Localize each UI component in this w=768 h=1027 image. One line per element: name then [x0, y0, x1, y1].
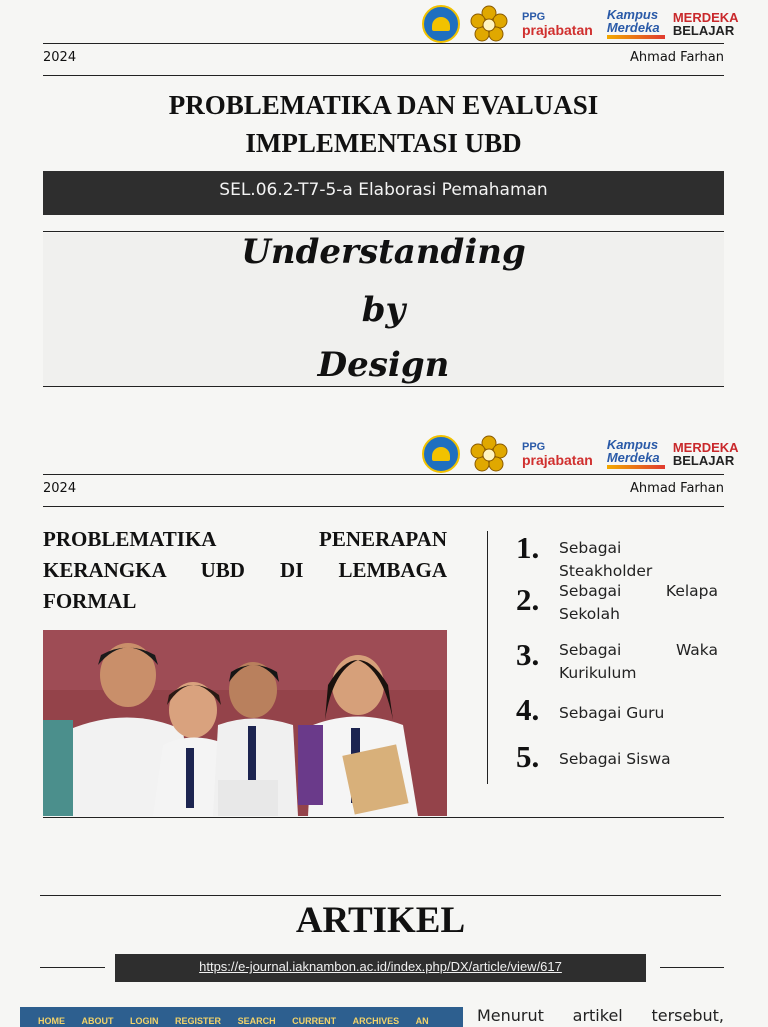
list-item-3: Sebagai Waka Kurikulum: [559, 641, 718, 682]
tut-wuri-handayani-icon: [422, 435, 460, 473]
divider: [43, 75, 724, 76]
nav-about[interactable]: ABOUT: [81, 1016, 114, 1026]
article-link[interactable]: https://e-journal.iaknambon.ac.id/index.php/DX/article/view/617: [199, 959, 562, 974]
nav-current[interactable]: CURRENT: [292, 1016, 337, 1026]
article-link-bar: [115, 954, 646, 982]
nav-search[interactable]: SEARCH: [237, 1016, 276, 1026]
divider: [43, 506, 724, 507]
flower-emblem-icon: [468, 433, 510, 475]
merdeka-belajar-logo: MERDEKA BELAJAR: [672, 10, 739, 38]
divider: [660, 967, 724, 968]
nav-login[interactable]: LOGIN: [130, 1016, 159, 1026]
divider: [43, 386, 724, 387]
list-item-1: Sebagai Steakholder: [559, 539, 653, 580]
divider: [43, 817, 724, 818]
list-number-5: 5.: [516, 739, 540, 774]
author-label: Ahmad Farhan: [630, 50, 724, 65]
kampus-merdeka-logo: Kampus Merdeka: [607, 439, 665, 469]
ubd-line-design: Design: [317, 345, 450, 385]
nav-announcements[interactable]: AN: [415, 1016, 429, 1026]
section-heading: PROBLEMATIKA PENERAPAN KERANGKA UBD DI LEMBAGA FORMAL: [43, 527, 447, 613]
subtitle-bar: [43, 171, 724, 215]
article-heading: ARTIKEL: [295, 900, 466, 941]
list-number-2: 2.: [516, 582, 540, 617]
students-photo: [43, 630, 447, 816]
list-item-2: Sebagai Kelapa Sekolah: [559, 582, 718, 623]
nav-archives[interactable]: ARCHIVES: [352, 1016, 400, 1026]
list-item-4: Sebagai Guru: [559, 704, 665, 722]
flower-emblem-icon: [468, 3, 510, 45]
year-label: 2024: [43, 50, 77, 65]
journal-nav-bar: [20, 1007, 463, 1027]
list-number-3: 3.: [516, 637, 540, 672]
vertical-divider: [487, 531, 488, 784]
year-label: 2024: [43, 481, 77, 496]
divider: [43, 474, 724, 475]
list-number-4: 4.: [516, 692, 540, 727]
list-item-5: Sebagai Siswa: [559, 750, 671, 768]
divider: [43, 43, 724, 44]
kampus-merdeka-logo: Kampus Merdeka: [607, 9, 665, 39]
subtitle-text: SEL.06.2-T7-5-a Elaborasi Pemahaman: [219, 180, 548, 200]
divider: [40, 967, 105, 968]
page-title: PROBLEMATIKA DAN EVALUASI IMPLEMENTASI UBD: [168, 90, 599, 158]
ppg-prajabatan-logo: PPG prajabatan: [522, 10, 593, 38]
article-body-start: Menurut artikel tersebut,: [477, 1006, 724, 1025]
nav-register[interactable]: REGISTER: [175, 1016, 222, 1026]
logo-row-second: [422, 433, 739, 475]
merdeka-belajar-logo: MERDEKA BELAJAR: [672, 440, 739, 468]
ppg-prajabatan-logo: PPG prajabatan: [522, 440, 593, 468]
list-number-1: 1.: [516, 530, 540, 565]
tut-wuri-handayani-icon: [422, 5, 460, 43]
nav-home[interactable]: HOME: [38, 1016, 65, 1026]
ubd-line-by: by: [361, 290, 406, 330]
divider: [40, 895, 721, 896]
logo-row-top: [422, 3, 739, 45]
author-label: Ahmad Farhan: [630, 481, 724, 496]
ubd-line-understanding: Understanding: [241, 232, 526, 272]
